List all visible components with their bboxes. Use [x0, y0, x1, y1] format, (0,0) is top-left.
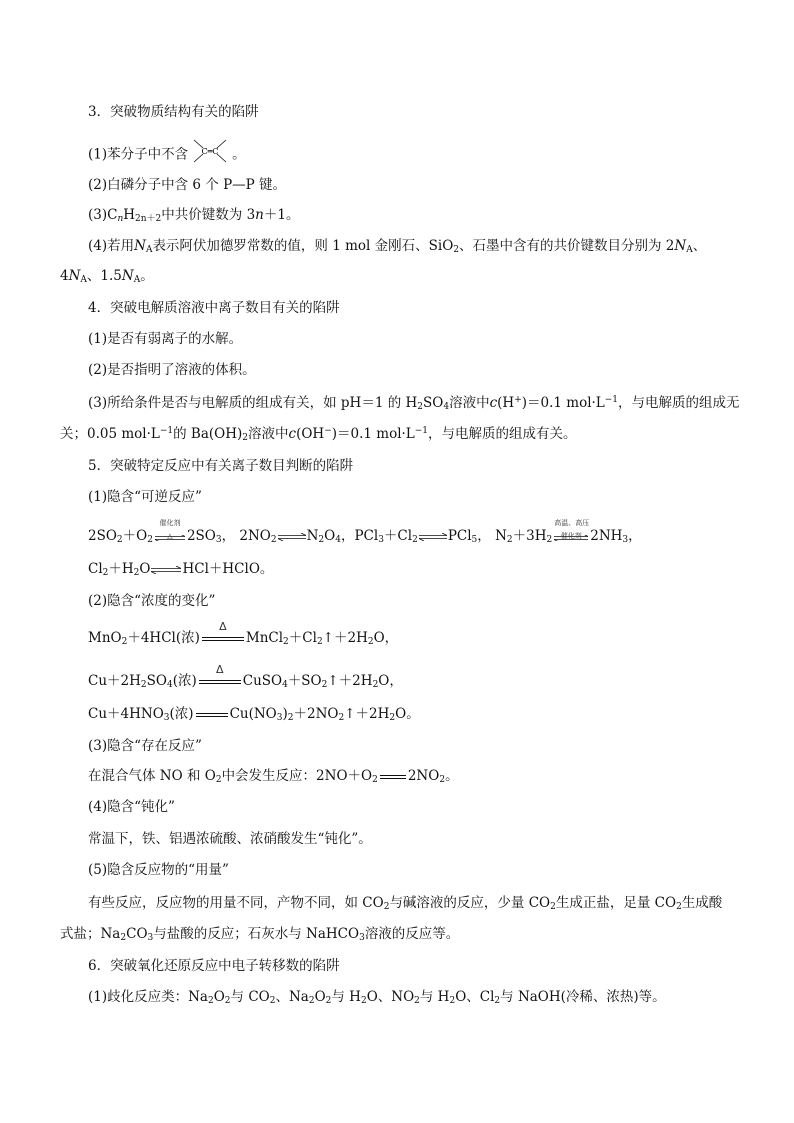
sec3-item-1: (1)苯分子中不含 C═C 。 — [88, 144, 734, 164]
amount-text-line-2: 式盐；$Na_2CO_3$与盐酸的反应；石灰水与 NaHCO$_3$溶液的反应等。 — [60, 926, 460, 943]
amount-text-line-1: 有些反应，反应物的用量不同，产物不同，如 $CO_2$与碱溶液的反应，少量 $CO_2$生成正盐，足量 $CO_2$生成酸 — [88, 895, 723, 912]
section-4-heading: 4．突破电解质溶液中离子数目有关的陷阱 — [88, 300, 340, 316]
reversible-arrow — [419, 533, 447, 541]
double-bond-structure-icon — [190, 136, 230, 166]
sec6-item-1: (1)歧化反应类：$Na_2O_2$与 $CO_2$、$Na_2O_2$与 $H_2O$、$NO_2$与 $H_2O$、$Cl_2$与 NaOH(冷稀、浓热)等。 — [88, 989, 666, 1006]
equals-sign — [380, 775, 406, 779]
equals-sign — [196, 713, 228, 717]
reversible-arrow — [278, 533, 306, 541]
reversible-reactions-line-1: $2SO_2+O_2$ 催化剂 △ $2SO_3$， $2NO_2$ $N_2O_4$，$PCl_3+Cl_2$ PCl$_5$， $N_2+3H_2$ 高温、高压 催化剂 $2NH_3$， — [88, 518, 642, 545]
sec4-item-3-line-2: 关；0.05 $mol\cdot L^{-1}$的 $Ba(OH)_2$溶液中c(OH−)＝0.1 $mol\cdot L^{-1}$，与电解质的组成有关。 — [60, 426, 577, 443]
reversible-reactions-line-2: $Cl_2+H_2O$ HCl＋HClO。 — [88, 561, 274, 578]
sec3-item-3: $(3)C_nH_{2n+2}$中共价键数为 3n＋1。 — [88, 207, 300, 224]
high-temp-pressure-arrow: 高温、高压 催化剂 — [554, 518, 590, 540]
concentration-reaction-1: MnO$_2$＋4HCl(浓) Δ $MnCl_2+Cl_2↑+2H_2O$， — [88, 619, 399, 647]
sec5-heading-2: (2)隐含“浓度的变化” — [88, 593, 216, 609]
existing-reaction: 在混合气体 NO 和 $O_2$中会发生反应：$2NO+O_2$ $2NO_2$。 — [88, 768, 459, 785]
passivation-text: 常温下，铁、铝遇浓硫酸、浓硝酸发生“钝化”。 — [88, 831, 372, 847]
sec5-heading-1: (1)隐含“可逆反应” — [88, 489, 202, 505]
sec4-item-2: (2)是否指明了溶液的体积。 — [88, 362, 256, 378]
reversible-arrow — [151, 566, 181, 574]
section-6-heading: 6．突破氧化还原反应中电子转移数的陷阱 — [88, 958, 340, 974]
sec4-item-1: (1)是否有弱离子的水解。 — [88, 331, 243, 347]
sec5-heading-4: (4)隐含“钝化” — [88, 799, 175, 815]
concentration-reaction-3: $Cu+4HNO_3$(浓) $Cu(NO_3)_2+2NO_2↑+2H_2O$。 — [88, 706, 420, 723]
section-3-heading: 3．突破物质结构有关的陷阱 — [88, 104, 259, 120]
sec5-heading-5: (5)隐含反应物的“用量” — [88, 862, 229, 878]
catalyst-reversible-arrow: 催化剂 △ — [155, 527, 185, 547]
heat-equals-sign: Δ — [199, 680, 241, 684]
section-5-heading: 5．突破特定反应中有关离子数目判断的陷阱 — [88, 458, 354, 474]
sec3-item-4-line-2: $4N_A$、$1.5N_A$。 — [60, 268, 154, 285]
sec3-item-4-line-1: (4)若用$N_A$表示阿伏加德罗常数的值，则 1 mol 金刚石、SiO$_2$、石墨中含有的共价键数目分别为 $2N_A$、 — [88, 238, 707, 255]
concentration-reaction-2: $Cu+2H_2SO_4$(浓) Δ $CuSO_4+SO_2↑+2H_2O$， — [88, 662, 403, 690]
sec4-item-3-line-1: (3)所给条件是否与电解质的组成有关，如 pH＝1 的 $H_2SO_4$溶液中c(H+)＝0.1 $mol\cdot L^{-1}$，与电解质的组成无 — [88, 395, 740, 412]
svg-text:C═C: C═C — [201, 147, 219, 156]
heat-equals-sign: Δ — [202, 637, 244, 641]
sec3-item-2: (2)白磷分子中含 6 个 P—P 键。 — [88, 177, 287, 193]
sec5-heading-3: (3)隐含“存在反应” — [88, 738, 202, 754]
